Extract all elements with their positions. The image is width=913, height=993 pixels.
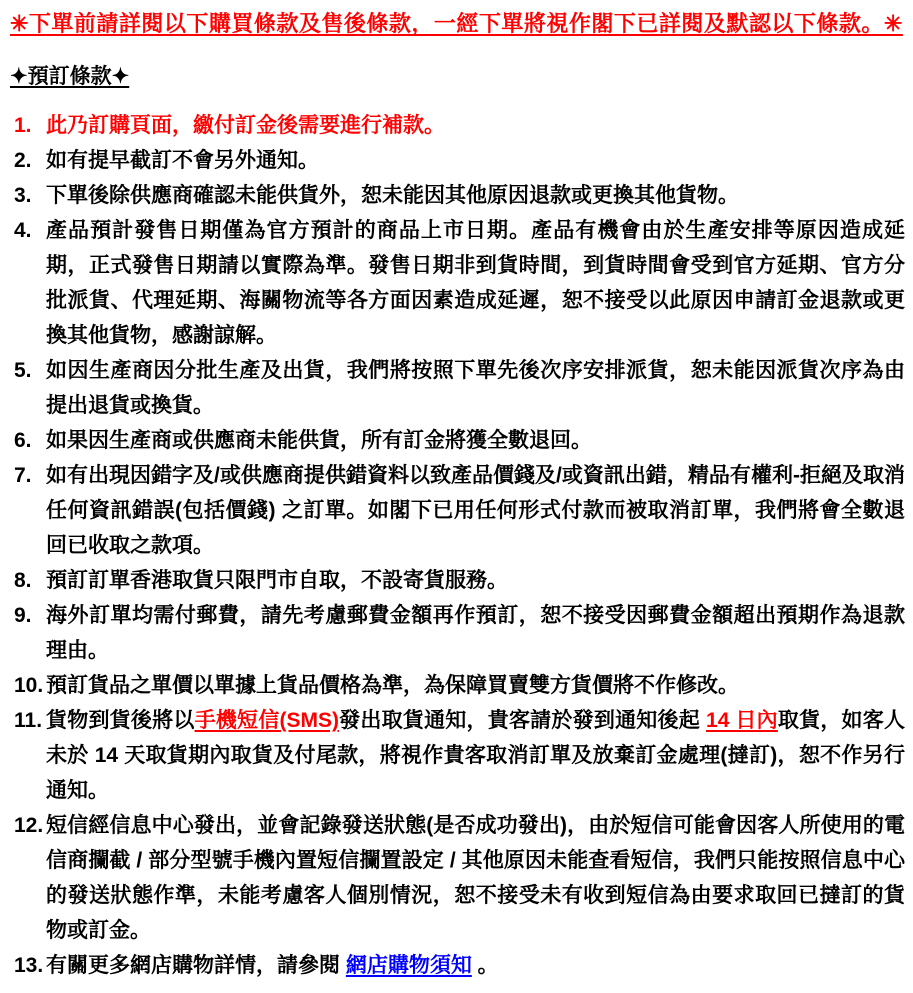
term-text: 產品預計發售日期僅為官方預計的商品上市日期。產品有機會由於生產安排等原因造成延期，正式發售日期請以實際為準。發售日期非到貨時間，到貨時間會受到官方延期、官方分批派貨、代理延期、海關物流等各方面因素造成延遲，恕不接受以此原因申請訂金退款或更換其他貨物，感謝諒解。 xyxy=(46,219,905,347)
term-item-4 xyxy=(8,213,905,353)
term-item-9 xyxy=(8,598,905,668)
term-text: 如有提早截訂不會另外通知。 xyxy=(46,149,319,172)
term-text: 如有出現因錯字及/或供應商提供錯資料以致產品價錢及/或資訊出錯，精品有權利-拒絕及取消任何資訊錯誤(包括價錢) 之訂單。如閣下已用任何形式付款而被取消訂單，我們將會全數退回已收取之款項。 xyxy=(46,464,905,557)
term-text: 有關更多網店購物詳情，請參閱 xyxy=(46,954,346,977)
shop-guide-link[interactable]: 網店購物須知 xyxy=(345,954,472,977)
term-item-1 xyxy=(8,108,905,143)
term-text: 此乃訂購頁面，繳付訂金後需要進行補款。 xyxy=(46,114,445,137)
term-item-11 xyxy=(8,703,905,808)
term-number: 4. xyxy=(14,219,32,242)
pickup-deadline-emphasis: 14 日內 xyxy=(706,709,778,732)
term-text: 如因生產商因分批生產及出貨，我們將按照下單先後次序安排派貨，恕未能因派貨次序為由提出退貨或換貨。 xyxy=(46,359,905,417)
term-item-13 xyxy=(8,948,905,983)
term-number: 2. xyxy=(14,149,32,172)
term-number: 12. xyxy=(14,814,44,837)
term-item-8 xyxy=(8,563,905,598)
term-number: 8. xyxy=(14,569,32,592)
terms-list xyxy=(8,108,905,983)
term-number: 9. xyxy=(14,604,32,627)
term-number: 13. xyxy=(14,954,44,977)
term-text: 如果因生產商或供應商未能供貨，所有訂金將獲全數退回。 xyxy=(46,429,592,452)
term-text: 下單後除供應商確認未能供貨外，恕未能因其他原因退款或更換其他貨物。 xyxy=(46,184,739,207)
notice-title: ✳下單前請詳閱以下購買條款及售後條款，一經下單將視作閣下已詳閱及默認以下條款。✳ xyxy=(10,11,903,36)
term-text: 取貨，如客人未於 14 天取貨期內取貨及付尾款，將視作貴客取消訂單及放棄訂金處理(撻訂)，恕不作另行通知。 xyxy=(46,709,906,802)
term-text: 預訂訂單香港取貨只限門市自取，不設寄貨服務。 xyxy=(46,569,508,592)
term-number: 10. xyxy=(14,674,44,697)
term-number: 1. xyxy=(14,114,32,137)
term-item-10 xyxy=(8,668,905,703)
term-text: 發出取貨通知，貴客請於發到通知後起 xyxy=(338,709,707,732)
term-number: 5. xyxy=(14,359,32,382)
term-number: 6. xyxy=(14,429,32,452)
term-text: 海外訂單均需付郵費，請先考慮郵費金額再作預訂，恕不接受因郵費金額超出預期作為退款理由。 xyxy=(46,604,905,662)
term-item-6 xyxy=(8,423,905,458)
term-text: 貨物到貨後將以 xyxy=(46,709,195,732)
term-item-5 xyxy=(8,353,905,423)
sms-emphasis: 手機短信(SMS) xyxy=(194,709,339,732)
term-item-3 xyxy=(8,178,905,213)
term-item-12 xyxy=(8,808,905,948)
section-heading: ✦預訂條款✦ xyxy=(10,65,130,88)
term-text: 。 xyxy=(471,954,499,977)
term-text: 短信經信息中心發出，並會記錄發送狀態(是否成功發出)，由於短信可能會因客人所使用的電信商攔截 / 部分型號手機內置短信攔置設定 / 其他原因未能查看短信，我們只能按照信息中心的發送狀態作準，未能考慮客人個別情況，恕不接受未有收到短信為由要求取回已撻訂的貨物或訂金。 xyxy=(46,814,905,942)
term-item-7 xyxy=(8,458,905,563)
term-number: 11. xyxy=(14,709,43,732)
term-number: 7. xyxy=(14,464,32,487)
term-number: 3. xyxy=(14,184,32,207)
term-item-2 xyxy=(8,143,905,178)
term-text: 預訂貨品之單價以單據上貨品價格為準，為保障買賣雙方貨價將不作修改。 xyxy=(46,674,739,697)
